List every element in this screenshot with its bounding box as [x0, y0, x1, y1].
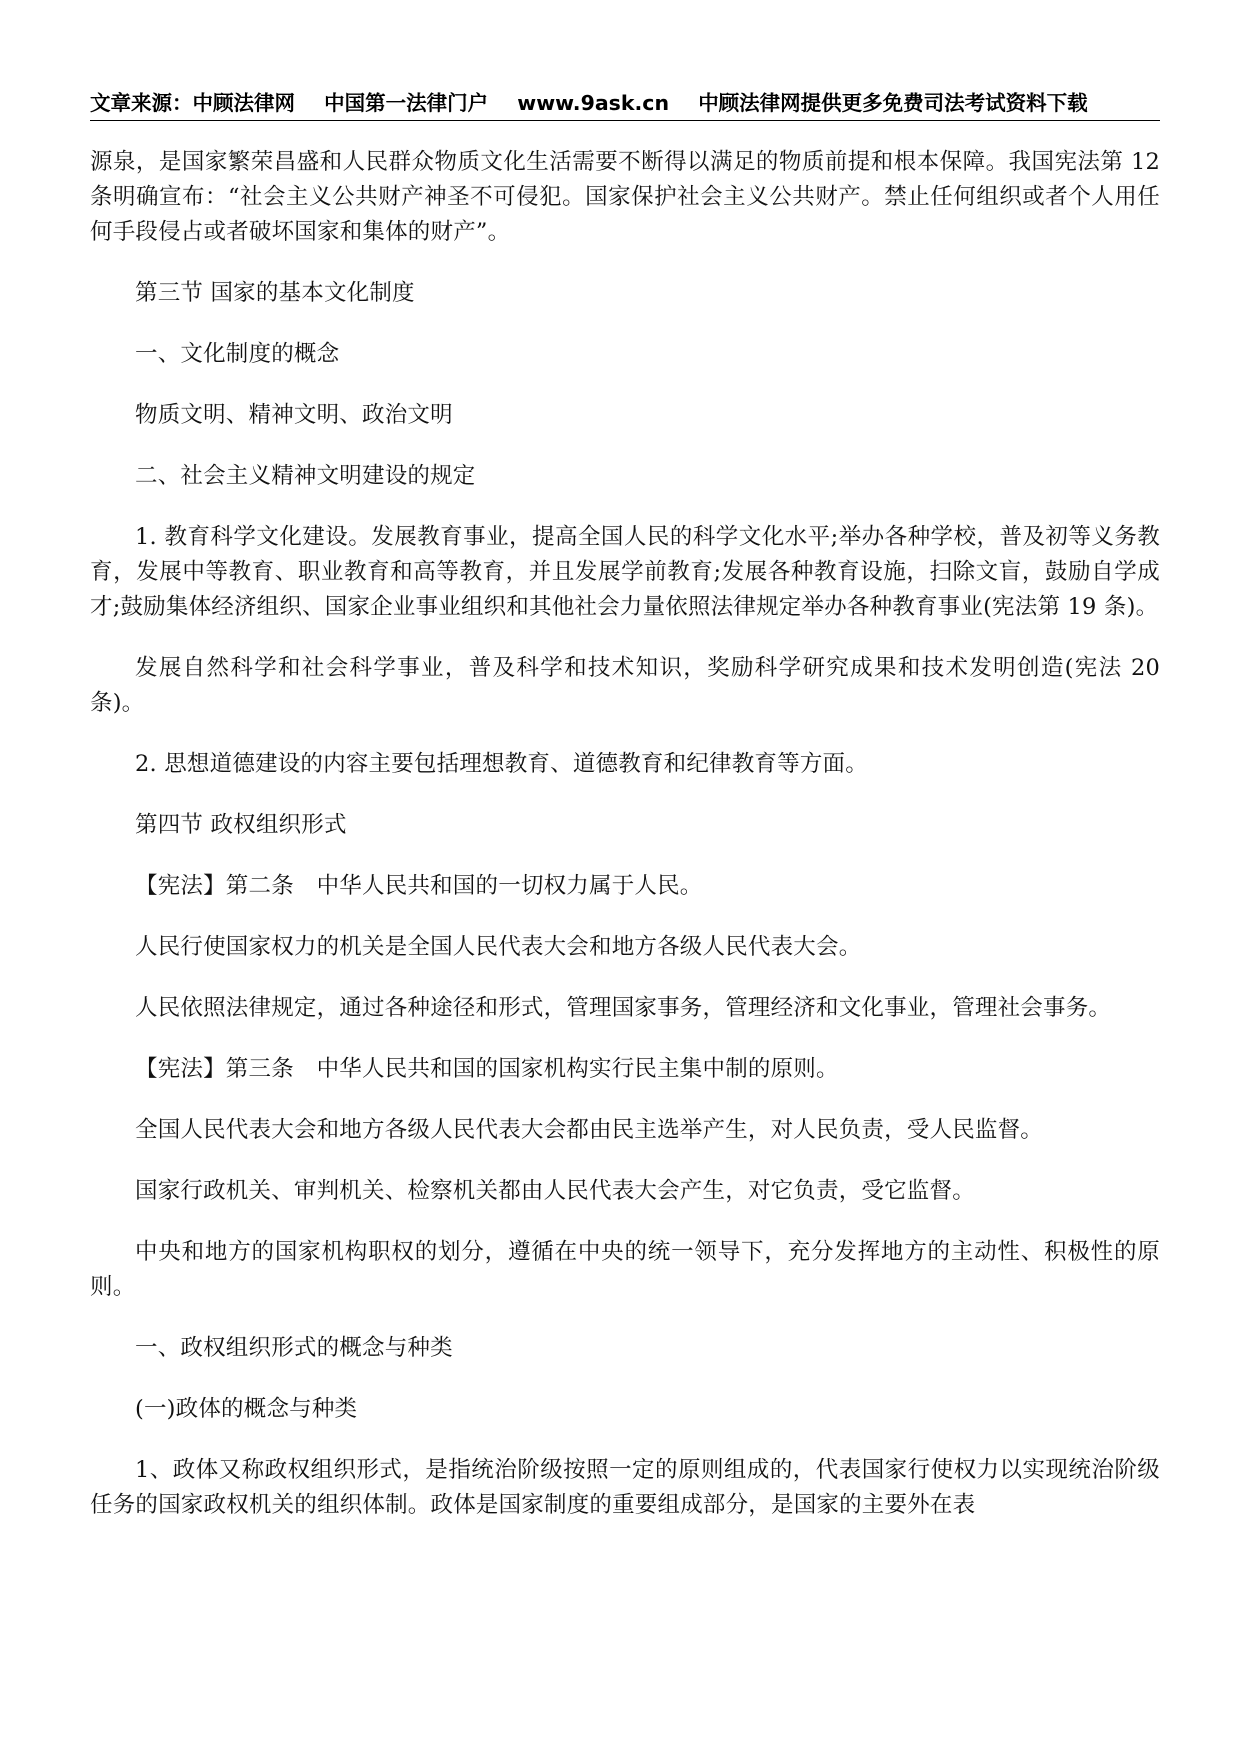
section-heading: 第四节 政权组织形式 — [135, 812, 347, 838]
section-heading: 第三节 国家的基本文化制度 — [135, 280, 415, 306]
paragraph: 【宪法】第二条 中华人民共和国的一切权力属于人民。 — [135, 873, 703, 899]
paragraph: 2. 思想道德建设的内容主要包括理想教育、道德教育和纪律教育等方面。 — [135, 751, 868, 777]
paragraph: 源泉，是国家繁荣昌盛和人民群众物质文化生活需要不断得以满足的物质前提和根本保障。我国宪法第 12 条明确宣布：“社会主义公共财产神圣不可侵犯。国家保护社会主义公共财产。禁止任何组织或者个人用任何手段侵占或者破坏国家和集体的财产”。 — [90, 149, 1160, 245]
paragraph: 人民依照法律规定，通过各种途径和形式，管理国家事务，管理经济和文化事业，管理社会事务。 — [135, 995, 1112, 1021]
subheading: 一、文化制度的概念 — [135, 341, 340, 367]
header-promo: 中顾法律网提供更多免费司法考试资料下载 — [698, 91, 1088, 115]
document-body — [90, 145, 1160, 1549]
subheading: (一)政体的概念与种类 — [135, 1396, 358, 1422]
paragraph: 物质文明、精神文明、政治文明 — [135, 402, 453, 428]
header-divider — [90, 120, 1160, 121]
page-header — [90, 88, 1160, 118]
paragraph: 国家行政机关、审判机关、检察机关都由人民代表大会产生，对它负责，受它监督。 — [135, 1178, 975, 1204]
header-portal: 中国第一法律门户 — [324, 91, 489, 115]
paragraph: 发展自然科学和社会科学事业，普及科学和技术知识，奖励科学研究成果和技术发明创造(宪法 20 条)。 — [90, 655, 1160, 716]
subheading: 二、社会主义精神文明建设的规定 — [135, 463, 476, 489]
paragraph: 【宪法】第三条 中华人民共和国的国家机构实行民主集中制的原则。 — [135, 1056, 839, 1082]
subheading: 一、政权组织形式的概念与种类 — [135, 1335, 453, 1361]
paragraph: 1. 教育科学文化建设。发展教育事业，提高全国人民的科学文化水平;举办各种学校，普及初等义务教育，发展中等教育、职业教育和高等教育，并且发展学前教育;发展各种教育设施，扫除文盲，鼓励自学成才;鼓励集体经济组织、国家企业事业组织和其他社会力量依照法律规定举办各种教育事业(宪法第 19 条)。 — [90, 524, 1160, 620]
paragraph: 1、政体又称政权组织形式，是指统治阶级按照一定的原则组成的，代表国家行使权力以实现统治阶级任务的国家政权机关的组织体制。政体是国家制度的重要组成部分，是国家的主要外在表 — [90, 1457, 1160, 1518]
paragraph: 人民行使国家权力的机关是全国人民代表大会和地方各级人民代表大会。 — [135, 934, 862, 960]
paragraph: 中央和地方的国家机构职权的划分，遵循在中央的统一领导下，充分发挥地方的主动性、积极性的原则。 — [90, 1239, 1160, 1300]
paragraph: 全国人民代表大会和地方各级人民代表大会都由民主选举产生，对人民负责，受人民监督。 — [135, 1117, 1044, 1143]
header-source: 文章来源：中顾法律网 — [90, 91, 295, 115]
header-url[interactable]: www.9ask.cn — [517, 91, 670, 115]
